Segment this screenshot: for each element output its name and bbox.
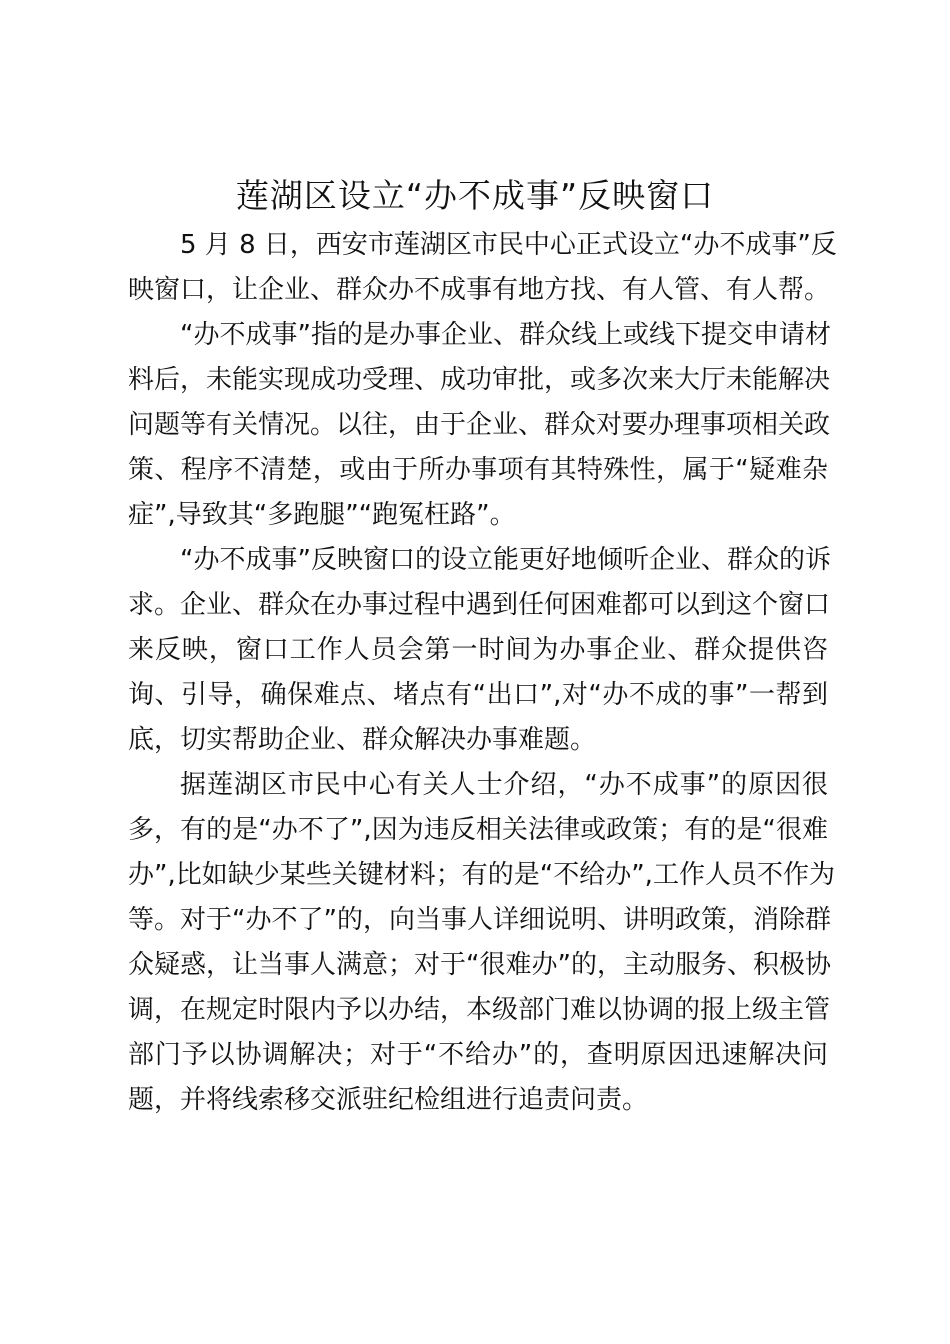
paragraph-2 [128, 313, 831, 538]
paragraph-line: 办”,比如缺少某些关键材料；有的是“不给办”,工作人员不作为 [128, 860, 835, 890]
paragraph-line: 调，在规定时限内予以办结，本级部门难以协调的报上级主管 [128, 995, 831, 1025]
paragraph-line: 底，切实帮助企业、群众解决办事难题。 [128, 725, 597, 755]
paragraph-line: 映窗口，让企业、群众办不成事有地方找、有人管、有人帮。 [128, 275, 831, 305]
paragraph-line: 问题等有关情况。以往，由于企业、群众对要办理事项相关政 [128, 410, 831, 440]
paragraph-line: 来反映，窗口工作人员会第一时间为办事企业、群众提供咨 [128, 635, 828, 665]
paragraph-line: 题，并将线索移交派驻纪检组进行追责问责。 [128, 1085, 649, 1115]
paragraph-line: 部门予以协调解决；对于“不给办”的，查明原因迅速解决问 [128, 1040, 828, 1070]
paragraph-line: 5 月 8 日，西安市莲湖区市民中心正式设立“办不成事”反 [180, 230, 837, 260]
paragraph-line: 众疑惑，让当事人满意；对于“很难办”的，主动服务、积极协 [128, 950, 831, 980]
paragraph-line: 询、引导，确保难点、堵点有“出口”,对“办不成的事”一帮到 [128, 680, 828, 710]
paragraph-line: 多，有的是“办不了”,因为违反相关法律或政策；有的是“很难 [128, 815, 828, 845]
paragraph-line: 症”,导致其“多跑腿”“跑冤枉路”。 [128, 500, 516, 530]
paragraph-line: 求。企业、群众在办事过程中遇到任何困难都可以到这个窗口 [128, 590, 831, 620]
paragraph-1 [128, 223, 837, 313]
document-title: 莲湖区设立“办不成事”反映窗口 [235, 176, 715, 215]
paragraph-3 [128, 538, 831, 763]
paragraph-line: “办不成事”指的是办事企业、群众线上或线下提交申请材 [180, 320, 831, 350]
paragraph-line: “办不成事”反映窗口的设立能更好地倾听企业、群众的诉 [180, 545, 831, 575]
paragraph-line: 据莲湖区市民中心有关人士介绍，“办不成事”的原因很 [180, 770, 828, 800]
paragraph-4 [128, 763, 835, 1123]
paragraph-line: 策、程序不清楚，或由于所办事项有其特殊性，属于“疑难杂 [128, 455, 828, 485]
paragraph-line: 料后，未能实现成功受理、成功审批，或多次来大厅未能解决 [128, 365, 831, 395]
paragraph-line: 等。对于“办不了”的，向当事人详细说明、讲明政策，消除群 [128, 905, 831, 935]
article-body [128, 223, 837, 1123]
